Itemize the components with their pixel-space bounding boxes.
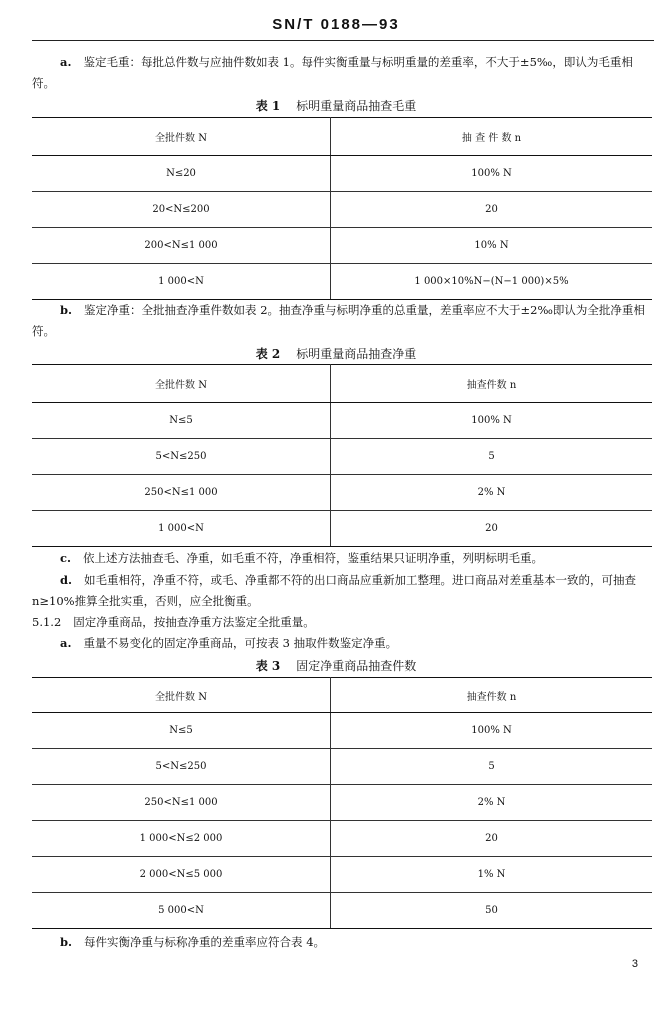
table-cell: 20 [331,821,653,857]
paragraph-text: 重量不易变化的固定净重商品，可按表 3 抽取件数鉴定净重。 [83,636,398,650]
table1 [32,117,652,300]
table-cell: 200<N≤1 000 [32,228,331,264]
paragraph-marker: a. [60,636,72,650]
table-header-cell: 抽 查 件 数 n [331,118,653,156]
table-row [32,403,652,439]
table-header-row [32,118,652,156]
table-row [32,857,652,893]
table-row [32,156,652,192]
table-header-cell: 全批件数 N [32,678,331,713]
table-header-cell: 全批件数 N [32,118,331,156]
paragraph-a [32,52,652,94]
table-cell: 1 000×10%N−(N−1 000)×5% [331,264,653,300]
table-row [32,785,652,821]
table-row [32,192,652,228]
table3-caption [0,657,672,674]
paragraph-a-fixed [32,633,652,654]
table-cell: 5 000<N [32,893,331,929]
table-header-cell: 抽查件数 n [331,365,653,403]
table-cell: N≤5 [32,403,331,439]
table-cell: 1% N [331,857,653,893]
table-cell: 20<N≤200 [32,192,331,228]
table-cell: 250<N≤1 000 [32,785,331,821]
paragraph-text: 固定净重商品，按抽查净重方法鉴定全批重量。 [73,615,315,629]
paragraph-b-fixed [32,932,652,953]
header-rule [32,40,654,41]
paragraph-text: 依上述方法抽查毛、净重，如毛重不符，净重相符，鉴重结果只证明净重，列明标明毛重。 [83,551,544,565]
table-cell: 2% N [331,785,653,821]
table-row [32,439,652,475]
table-cell: 1 000<N [32,264,331,300]
table-row [32,228,652,264]
table-cell: 2 000<N≤5 000 [32,857,331,893]
table-cell: 100% N [331,403,653,439]
paragraph-d [32,570,652,612]
paragraph-marker: b. [60,303,73,317]
table-cell: N≤20 [32,156,331,192]
table-cell: 100% N [331,713,653,749]
paragraph-c [32,548,652,569]
paragraph-text: 每件实衡净重与标称净重的差重率应符合表 4。 [84,935,326,949]
table-row [32,749,652,785]
table3-title: 固定净重商品抽查件数 [296,659,417,673]
table-cell: 1 000<N≤2 000 [32,821,331,857]
paragraph-marker: d. [60,573,73,587]
paragraph-marker: c. [60,551,72,565]
table2-title: 标明重量商品抽查净重 [296,347,417,361]
table3-number: 表 3 [255,659,281,673]
table-cell: 250<N≤1 000 [32,475,331,511]
table-header-row [32,678,652,713]
table-cell: 1 000<N [32,511,331,547]
paragraph-marker: b. [60,935,73,949]
paragraph-b [32,300,652,342]
paragraph-text: 如毛重相符，净重不符，或毛、净重都不符的出口商品应重新加工整理。进口商品对差重基本一致的，可抽查 n≥10%推算全批实重，否则，应全批衡重。 [32,573,637,608]
table3 [32,677,652,929]
table-row [32,264,652,300]
paragraph-text: 鉴定毛重：每批总件数与应抽件数如表 1。每件实衡重量与标明重量的差重率，不大于±5‰，即认为毛重相符。 [32,55,633,90]
table1-title: 标明重量商品抽查毛重 [296,99,417,113]
table-row [32,713,652,749]
table-cell: N≤5 [32,713,331,749]
page-number: 3 [631,958,638,970]
table-cell: 5 [331,749,653,785]
table1-number: 表 1 [255,99,281,113]
table-cell: 2% N [331,475,653,511]
table-cell: 20 [331,192,653,228]
table-row [32,511,652,547]
table-cell: 5 [331,439,653,475]
table-cell: 10% N [331,228,653,264]
paragraph-5-1-2 [32,612,652,633]
paragraph-text: 鉴定净重：全批抽查净重件数如表 2。抽查净重与标明净重的总重量，差重率应不大于±2‰即认为全批净重相符。 [32,303,645,338]
table2 [32,364,652,547]
table-header-row [32,365,652,403]
table-row [32,893,652,929]
table2-number: 表 2 [255,347,281,361]
paragraph-marker: a. [60,55,72,69]
section-number: 5.1.2 [32,615,62,629]
table-cell: 50 [331,893,653,929]
table-cell: 20 [331,511,653,547]
table-cell: 5<N≤250 [32,749,331,785]
table-header-cell: 全批件数 N [32,365,331,403]
table1-caption [0,97,672,114]
table-cell: 5<N≤250 [32,439,331,475]
table-row [32,821,652,857]
table-row [32,475,652,511]
table-cell: 100% N [331,156,653,192]
table2-caption [0,345,672,362]
document-code-header: SN/T 0188—93 [272,16,400,33]
table-header-cell: 抽查件数 n [331,678,653,713]
